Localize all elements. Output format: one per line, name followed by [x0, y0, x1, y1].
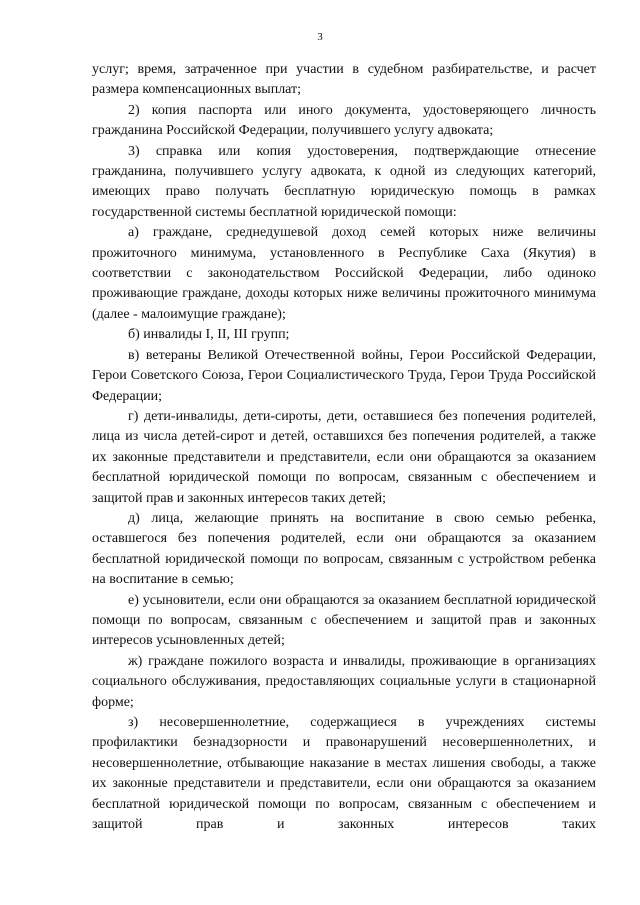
paragraph-subitem-g: г) дети-инвалиды, дети-сироты, дети, оставшиеся без попечения родителей, лица из числа детей-сирот и детей, оставшихся без попечения родителей, а также их законные представители и представители, если они обращаются за оказанием бесплатной юридической помощи по вопросам, связанным с обеспечением и защитой прав и законных интересов таких детей;	[92, 408, 596, 506]
paragraph-subitem-b: б) инвалиды I, II, III групп;	[128, 327, 290, 343]
paragraph-subitem-v: в) ветераны Великой Отечественной войны, Герои Российской Федерации, Герои Советского Союза, Герои Социалистического Труда, Герои Труда Российской Федерации;	[92, 347, 596, 404]
paragraph-subitem-z: з) несовершеннолетние, содержащиеся в учреждениях системы профилактики безнадзорности и правонарушений несовершеннолетних, и несовершеннолетние, отбывающие наказание в местах лишения свободы, а также их законные представители и представители, если они обращаются за оказанием бесплатной юридической помощи по вопросам, связанным с обеспечением и защитой прав и законных интересов таких	[92, 715, 596, 833]
paragraph-subitem-d: д) лица, желающие принять на воспитание в свою семью ребенка, оставшегося без попечения родителей, если они обращаются за оказанием бесплатной юридической помощи по вопросам, связанным с устройством ребенка на воспитание в семью;	[92, 510, 596, 588]
paragraph-continuation: услуг; время, затраченное при участии в судебном разбирательстве, и расчет размера компенсационных выплат;	[92, 62, 596, 98]
paragraph-item-3: 3) справка или копия удостоверения, подтверждающие отнесение гражданина, получившего услугу адвоката, к одной из следующих категорий, имеющих право получать бесплатную юридическую помощь в рамках государственной системы бесплатной юридической помощи:	[92, 143, 596, 220]
document-body	[92, 60, 596, 835]
page-number: 3	[317, 31, 323, 43]
paragraph-subitem-a: а) граждане, среднедушевой доход семей которых ниже величины прожиточного минимума, установленного в Республике Саха (Якутия) в соответствии с законодательством Российской Федерации, либо одиноко проживающие граждане, доходы которых ниже величины прожиточного минимума (далее - малоимущие граждане);	[92, 225, 596, 322]
paragraph-subitem-zh: ж) граждане пожилого возраста и инвалиды, проживающие в организациях социального обслуживания, предоставляющих социальные услуги в стационарной форме;	[92, 653, 596, 710]
paragraph-subitem-e: е) усыновители, если они обращаются за оказанием бесплатной юридической помощи по вопросам, связанным с обеспечением и защитой прав и законных интересов усыновленных детей;	[92, 592, 596, 649]
paragraph-item-2: 2) копия паспорта или иного документа, удостоверяющего личность гражданина Российской Федерации, получившего услугу адвоката;	[92, 102, 596, 139]
